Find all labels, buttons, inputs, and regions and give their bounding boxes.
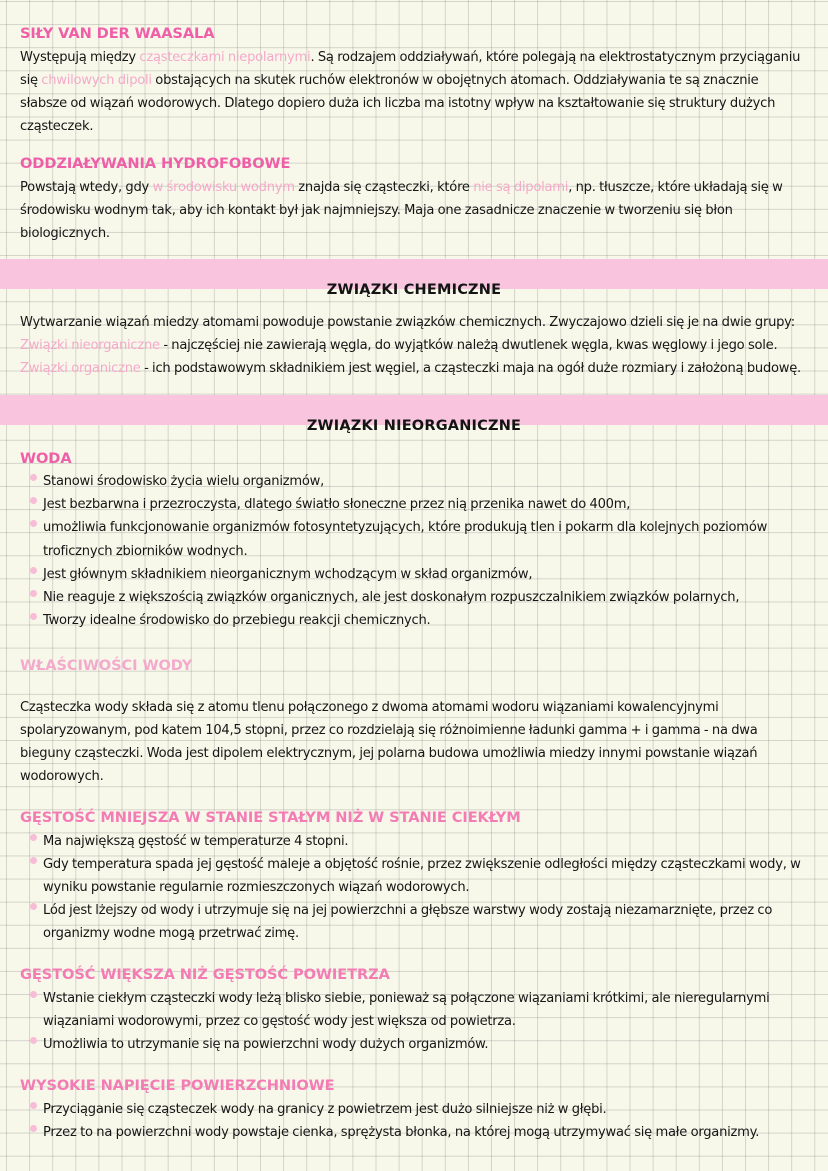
paragraph-organic: [20, 357, 806, 380]
paragraph-van-der-waals: [20, 46, 806, 138]
paragraph-hydrophobic: [20, 176, 806, 245]
list-item: Lód jest lżejszy od wody i utrzymuje się na jej powierzchni a głębsze warstwy wody zostają niezamarznięte, przez co organizmy wodne mogą przetrwać zimę.: [30, 899, 806, 945]
highlight-text: cząsteczkami niepolarnymi: [139, 49, 311, 65]
section-chemical-compounds: [0, 311, 828, 380]
heading-density-solid: GĘSTOŚĆ MNIEJSZA W STANIE STAŁYM NIŻ W STANIE CIEKŁYM: [20, 809, 521, 827]
list-density-solid: [0, 830, 828, 945]
list-item: Wstanie ciekłym cząsteczki wody leżą blisko siebie, ponieważ są połączone wiązaniami krótkimi, ale nieregularnymi wiązaniami wodorowymi, przez co gęstość wody jest większa od powietrza.: [30, 987, 806, 1033]
text-fragment: - ich podstawowym składnikiem jest węgiel, a cząsteczki maja na ogół duże rozmiary i założoną budowę.: [140, 361, 801, 377]
banner-label: ZWIĄZKI CHEMICZNE: [326, 282, 502, 299]
list-item: umożliwia funkcjonowanie organizmów fotosyntetyzujących, które produkują tlen i pokarm dla kolejnych poziomów troficznych zbiorników wodnych.: [30, 516, 806, 562]
text-fragment: . Są rodzajem oddziaływań, które polegają na elektrostatycznym przyciąganiu się: [20, 49, 801, 88]
heading-surface-tension: WYSOKIE NAPIĘCIE POWIERZCHNIOWE: [20, 1077, 335, 1095]
heading-water-properties: WŁAŚCIWOŚCI WODY: [20, 656, 193, 674]
heading-van-der-waals: SIŁY VAN DER WAASALA: [20, 25, 215, 42]
list-item: Przez to na powierzchni wody powstaje cienka, sprężysta błonka, na której mogą utrzymywać się małe organizmy.: [30, 1121, 806, 1144]
highlight-text: chwilowych dipoli: [41, 72, 152, 88]
list-surface-tension: [0, 1098, 828, 1144]
heading-hydrophobic: ODDZIAŁYWANIA HYDROFOBOWE: [20, 155, 291, 173]
section-hydrophobic: [0, 156, 828, 245]
text-fragment: - najczęściej nie zawierają węgla, do wyjątków należą dwutlenek węgla, kwas węglowy i jego sole.: [159, 338, 778, 354]
list-item: Przyciąganie się cząsteczek wody na granicy z powietrzem jest dużo silniejsze niż w głębi.: [30, 1098, 806, 1121]
list-item: Jest głównym składnikiem nieorganicznym wchodzącym w skład organizmów,: [30, 563, 806, 586]
list-item: Gdy temperatura spada jej gęstość maleje a objętość rośnie, przez zwiększenie odległości między cząsteczkami wody, w wyniku powstanie regularnie rozmieszczonych wiązań wodorowych.: [30, 853, 806, 899]
paragraph-inorganic: [20, 334, 806, 357]
list-item: Nie reaguje z większością związków organicznych, ale jest doskonałym rozpuszczalnikiem związków polarnych,: [30, 586, 806, 609]
highlight-text: w środowisku wodnym: [152, 179, 295, 195]
spacer: [0, 1056, 828, 1078]
spacer: [0, 788, 828, 810]
heading-density-air: GĘSTOŚĆ WIĘKSZA NIŻ GĘSTOŚĆ POWIETRZA: [20, 966, 390, 984]
banner-inorganic-compounds: [0, 395, 828, 434]
spacer: [0, 945, 828, 967]
spacer: [20, 678, 806, 696]
list-item: Ma największą gęstość w temperaturze 4 stopni.: [30, 830, 806, 853]
section-surface-tension: [0, 1078, 828, 1095]
list-item: Jest bezbarwna i przezroczysta, dlatego światło słoneczne przez nią przenika nawet do 400m,: [30, 493, 806, 516]
spacer: [0, 138, 828, 156]
highlight-text: Związki organiczne: [20, 361, 141, 377]
text-fragment: Powstają wtedy, gdy: [20, 179, 153, 195]
highlight-text: Związki nieorganiczne: [20, 338, 160, 354]
top-spacer: [0, 0, 828, 26]
spacer: [0, 632, 828, 658]
spacer: [0, 245, 828, 259]
list-item: Stanowi środowisko życia wielu organizmów,: [30, 470, 806, 493]
section-water-properties: [0, 658, 828, 788]
list-item: Tworzy idealne środowisko do przebiegu reakcji chemicznych.: [30, 609, 806, 632]
section-density-air: [0, 967, 828, 984]
text-fragment: Występują między: [20, 49, 140, 65]
list-density-air: [0, 987, 828, 1056]
section-density-solid: [0, 810, 828, 827]
paragraph-compounds-intro: Wytwarzanie wiązań miedzy atomami powoduje powstanie związków chemicznych. Zwyczajowo dzieli się je na dwie grupy:: [20, 315, 795, 331]
spacer: [0, 381, 828, 395]
section-water: [0, 451, 828, 468]
paragraph-water-properties: Cząsteczka wody składa się z atomu tlenu połączonego z dwoma atomami wodoru wiązaniami kowalencyjnymi spolaryzowanym, pod katem 104,5 stopni, przez co rozdzielają się różnoimienne ładunki gamma + i gamma - na dwa bieguny cząsteczki. Woda jest dipolem elektrycznym, jej polarna budowa umożliwia miedzy innymi powstanie wiązań wodorowych.: [20, 699, 758, 784]
list-water: [0, 470, 828, 632]
text-fragment: znajda się cząsteczki, które: [294, 179, 474, 195]
banner-chemical-compounds: [0, 259, 828, 299]
text-fragment: obstających na skutek ruchów elektronów w obojętnych atomach. Oddziaływania te są znacznie słabsze od wiązań wodorowych. Dlatego dopiero duża ich liczba ma istotny wpływ na kształtowanie się struktury dużych cząsteczek.: [20, 72, 776, 135]
section-van-der-waals: [0, 26, 828, 138]
banner-label: ZWIĄZKI NIEORGANICZNE: [306, 417, 522, 434]
list-item: Umożliwia to utrzymanie się na powierzchni wody dużych organizmów.: [30, 1033, 806, 1056]
text-fragment: , np. tłuszcze, które układają się w środowisku wodnym tak, aby ich kontakt był jak najmniejszy. Maja one zasadnicze znaczenie w tworzeniu się błon biologicznych.: [20, 179, 783, 242]
highlight-text: nie są dipolami: [473, 179, 569, 195]
heading-water: WODA: [20, 449, 72, 467]
